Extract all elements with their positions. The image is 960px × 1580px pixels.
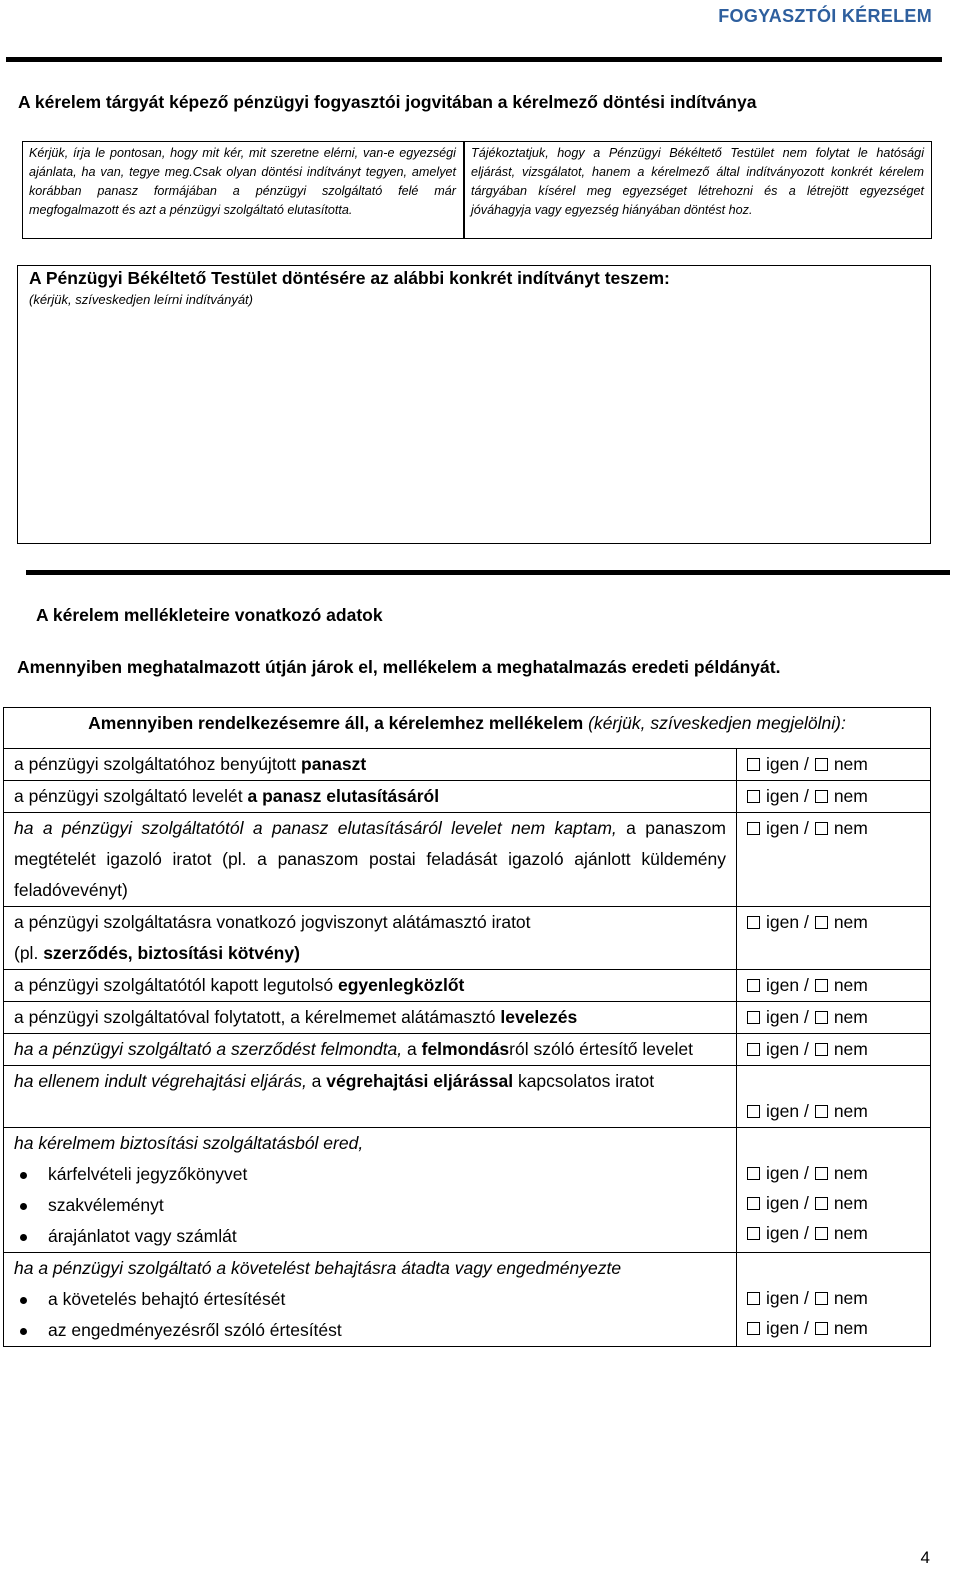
row-termination-notice: ha a pénzügyi szolgáltató a szerződést felmondta, a felmondásról szóló értesítő levelet — [4, 1034, 737, 1066]
list-item: az engedményezésről szóló értesítést — [48, 1315, 726, 1346]
row-balance-statement: a pénzügyi szolgáltatótól kapott legutolsó egyenlegközlőt — [4, 970, 737, 1002]
row-contract: a pénzügyi szolgáltatásra vonatkozó jogviszonyt alátámasztó iratot (pl. szerződés, biztosítási kötvény) — [4, 907, 737, 970]
list-item: a követelés behajtó értesítését — [48, 1284, 726, 1315]
instruction-text: Kérjük, írja le pontosan, hogy mit kér, mit szeretne elérni, van-e egyezségi ajánlata, ha van, tegye meg.Csak olyan döntési indítványt tegyen, amelyet korábban panasz formájában a pénzügyi szolgáltató felé már megfogalmazott és azt a pénzügyi szolgáltató elutasította. — [29, 146, 456, 217]
checkbox-no[interactable] — [815, 790, 828, 803]
checkbox-no[interactable] — [815, 758, 828, 771]
checkbox-yes[interactable] — [747, 916, 760, 929]
row-complaint: a pénzügyi szolgáltatóhoz benyújtott panaszt — [4, 749, 737, 781]
checkbox-yes[interactable] — [747, 1167, 760, 1180]
row-debt-assignment: ha a pénzügyi szolgáltató a követelést behajtásra átadta vagy engedményezte a követelés behajtó értesítését az engedményezésről szóló értesítést — [4, 1253, 737, 1347]
checkbox-no[interactable] — [815, 1011, 828, 1024]
checkbox-no[interactable] — [815, 1197, 828, 1210]
checkbox-yes[interactable] — [747, 1227, 760, 1240]
answer-row-9: igen / nem igen / nem igen / nem — [737, 1128, 931, 1253]
checkbox-no[interactable] — [815, 1227, 828, 1240]
answer-row-6: igen / nem — [737, 1002, 931, 1034]
checkbox-no[interactable] — [815, 1322, 828, 1335]
row-enforcement: ha ellenem indult végrehajtási eljárás, a végrehajtási eljárással kapcsolatos iratot — [4, 1066, 737, 1128]
instruction-box — [22, 141, 464, 239]
notice-text: Tájékoztatjuk, hogy a Pénzügyi Békéltető Testület nem folytat le hatósági eljárást, vizsgálatot, hanem a kérelmező által indítványozott konkrét kérelem tárgyában kísérel meg egyezséget létrehozni és a létrejött egyezséget jóváhagyja vagy egyezség hiányában döntést hoz. — [471, 146, 924, 217]
answer-row-3: igen / nem — [737, 813, 931, 907]
checkbox-yes[interactable] — [747, 790, 760, 803]
checkbox-yes[interactable] — [747, 1322, 760, 1335]
list-item: kárfelvételi jegyzőkönyvet — [48, 1159, 726, 1190]
checkbox-yes[interactable] — [747, 1011, 760, 1024]
attachments-caption: Amennyiben rendelkezésemre áll, a kérelemhez mellékelem (kérjük, szíveskedjen megjelölni): — [4, 708, 931, 749]
section-rule — [26, 570, 950, 575]
page-number: 4 — [920, 1548, 930, 1567]
checkbox-no[interactable] — [815, 1043, 828, 1056]
checkbox-yes[interactable] — [747, 758, 760, 771]
answer-row-4: igen / nem — [737, 907, 931, 970]
checkbox-no[interactable] — [815, 916, 828, 929]
checkbox-yes[interactable] — [747, 979, 760, 992]
checkbox-no[interactable] — [815, 1167, 828, 1180]
row-insurance: ha kérelmem biztosítási szolgáltatásból ered, kárfelvételi jegyzőkönyvet szakvéleményt árajánlatot vagy számlát — [4, 1128, 737, 1253]
attachments-table — [3, 707, 931, 1347]
answer-row-2: igen / nem — [737, 781, 931, 813]
checkbox-yes[interactable] — [747, 1105, 760, 1118]
row-correspondence: a pénzügyi szolgáltatóval folytatott, a kérelmemet alátámasztó levelezés — [4, 1002, 737, 1034]
checkbox-no[interactable] — [815, 979, 828, 992]
form-title: FOGYASZTÓI KÉRELEM — [718, 6, 932, 26]
header-rule — [6, 57, 942, 62]
checkbox-yes[interactable] — [747, 1197, 760, 1210]
answer-row-5: igen / nem — [737, 970, 931, 1002]
checkbox-yes[interactable] — [747, 822, 760, 835]
list-item: árajánlatot vagy számlát — [48, 1221, 726, 1252]
answer-row-1: igen / nem — [737, 749, 931, 781]
checkbox-yes[interactable] — [747, 1292, 760, 1305]
motion-field[interactable] — [17, 265, 931, 544]
notice-box — [464, 141, 932, 239]
checkbox-no[interactable] — [815, 1292, 828, 1305]
checkbox-no[interactable] — [815, 1105, 828, 1118]
motion-hint: (kérjük, szíveskedjen leírni indítványát) — [29, 292, 253, 307]
checkbox-no[interactable] — [815, 822, 828, 835]
motion-heading: A Pénzügyi Békéltető Testület döntésére az alábbi konkrét indítványt teszem: — [29, 268, 670, 288]
answer-row-10: igen / nem igen / nem — [737, 1253, 931, 1347]
section-title: A kérelem tárgyát képező pénzügyi fogyasztói jogvitában a kérelmező döntési indítványa — [18, 92, 757, 112]
row-no-reply-proof: ha a pénzügyi szolgáltatótól a panasz elutasításáról levelet nem kaptam, a panaszom megtételét igazoló iratot (pl. a panaszom postai feladását igazoló ajánlott küldemény feladóvevényt) — [4, 813, 737, 907]
list-item: szakvéleményt — [48, 1190, 726, 1221]
row-rejection-letter: a pénzügyi szolgáltató levelét a panasz elutasításáról — [4, 781, 737, 813]
attachments-title: A kérelem mellékleteire vonatkozó adatok — [36, 605, 383, 625]
authorization-note: Amennyiben meghatalmazott útján járok el, mellékelem a meghatalmazás eredeti példányát. — [17, 657, 781, 677]
checkbox-yes[interactable] — [747, 1043, 760, 1056]
answer-row-8: igen / nem — [737, 1066, 931, 1128]
answer-row-7: igen / nem — [737, 1034, 931, 1066]
